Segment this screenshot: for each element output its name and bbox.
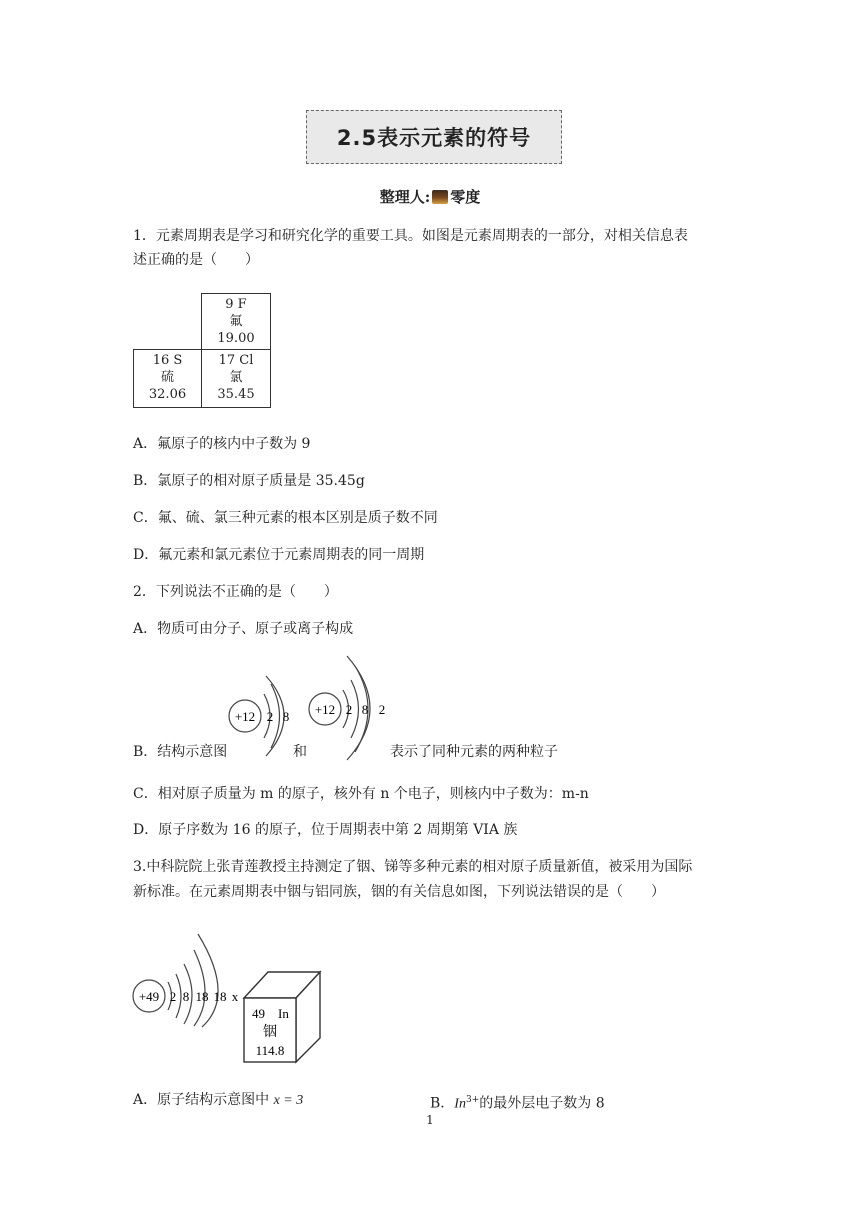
author-label: 整理人:	[379, 188, 431, 206]
q2-option-b-prefix: B．结构示意图	[133, 744, 228, 760]
indium-symbol: In	[278, 1006, 289, 1021]
indium-number: 49	[252, 1006, 265, 1021]
shell-count-1: 2	[345, 702, 353, 717]
q2-option-a: A．物质可由分子、原子或离子构成	[133, 621, 354, 637]
q3-stem-line1: 3.中科院院上张青莲教授主持测定了铟、锑等多种元素的相对原子质量新值，被采用为国际	[133, 859, 693, 875]
page-title: 2.5表示元素的符号	[306, 110, 562, 164]
shell-count-4: 18	[213, 989, 227, 1004]
q2-option-c: C．相对原子质量为 m 的原子，核外有 n 个电子，则核内中子数为：m-n	[133, 786, 589, 802]
sulfur-number-symbol: 16 S	[152, 353, 183, 368]
shell-count-3: 2	[378, 702, 386, 717]
q2-option-b-suffix: 表示了同种元素的两种粒子	[390, 744, 558, 760]
q3-option-a-math: x = 3	[273, 1093, 304, 1108]
element-cell-chlorine	[201, 349, 271, 408]
chlorine-number-symbol: 17 Cl	[218, 353, 254, 368]
element-cell-sulfur	[133, 349, 202, 408]
q1-option-d: D．氟元素和氯元素位于元素周期表的同一周期	[133, 547, 425, 563]
shell-count-3: 18	[195, 989, 209, 1004]
q3-option-b-charge: 3+	[465, 1095, 480, 1105]
indium-name: 铟	[263, 1024, 277, 1040]
shell-count-2: 8	[361, 702, 369, 717]
q2-option-d: D．原子序数为 16 的原子，位于周期表中第 2 周期第 VIA 族	[133, 822, 518, 838]
sulfur-mass: 32.06	[148, 387, 187, 402]
chlorine-name: 氯	[229, 370, 243, 385]
q3-option-b-prefix: B．	[430, 1095, 455, 1112]
shell-count-1: 2	[169, 989, 177, 1004]
fluorine-name: 氟	[229, 314, 243, 329]
sulfur-name: 硫	[160, 370, 174, 385]
atom-diagram-mg	[307, 652, 393, 762]
shell-arc-4	[194, 950, 205, 1026]
q1-stem-line1: 1．元素周期表是学习和研究化学的重要工具。如图是元素周期表的一部分，对相关信息表	[133, 228, 688, 244]
author-line	[0, 186, 860, 207]
fluorine-mass: 19.00	[217, 331, 255, 346]
author-logo-icon	[432, 190, 448, 204]
atom-diagram-indium	[132, 928, 244, 1028]
q1-option-b: B．氯原子的相对原子质量是 35.45g	[133, 473, 365, 489]
shell-count-1: 2	[266, 709, 274, 724]
q2-stem: 2．下列说法不正确的是（ ）	[133, 584, 338, 600]
q3-option-a-prefix: A．原子结构示意图中	[133, 1092, 270, 1108]
nucleus-charge: +12	[234, 709, 256, 724]
q3-stem-line2: 新标准。在元素周期表中铟与铝同族，铟的有关信息如图，下列说法错误的是（ ）	[133, 884, 665, 900]
shell-count-2: 8	[282, 709, 290, 724]
shell-count-5: x	[231, 989, 239, 1004]
indium-mass: 114.8	[255, 1043, 285, 1058]
element-cube-indium	[238, 968, 324, 1064]
shell-count-2: 8	[182, 989, 190, 1004]
author-name: 零度	[450, 188, 481, 206]
q3-option-b-suffix: 的最外层电子数为 8	[479, 1095, 605, 1112]
q1-stem-line2: 述正确的是（ ）	[133, 252, 259, 268]
q2-option-b-and: 和	[293, 744, 307, 760]
chlorine-mass: 35.45	[217, 387, 255, 402]
page-number: 1	[426, 1113, 434, 1127]
q3-option-b-ion: In	[454, 1096, 466, 1112]
nucleus-charge: +49	[138, 989, 160, 1004]
q1-option-a: A．氟原子的核内中子数为 9	[133, 436, 311, 452]
element-cell-fluorine	[201, 293, 271, 350]
periodic-table-fragment	[133, 293, 273, 409]
q1-option-c: C．氟、硫、氯三种元素的根本区别是质子数不同	[133, 510, 438, 526]
fluorine-number-symbol: 9 F	[225, 297, 247, 312]
q3-option-a	[133, 1088, 303, 1113]
nucleus-charge: +12	[314, 702, 336, 717]
shell-arc-2	[176, 974, 181, 1018]
